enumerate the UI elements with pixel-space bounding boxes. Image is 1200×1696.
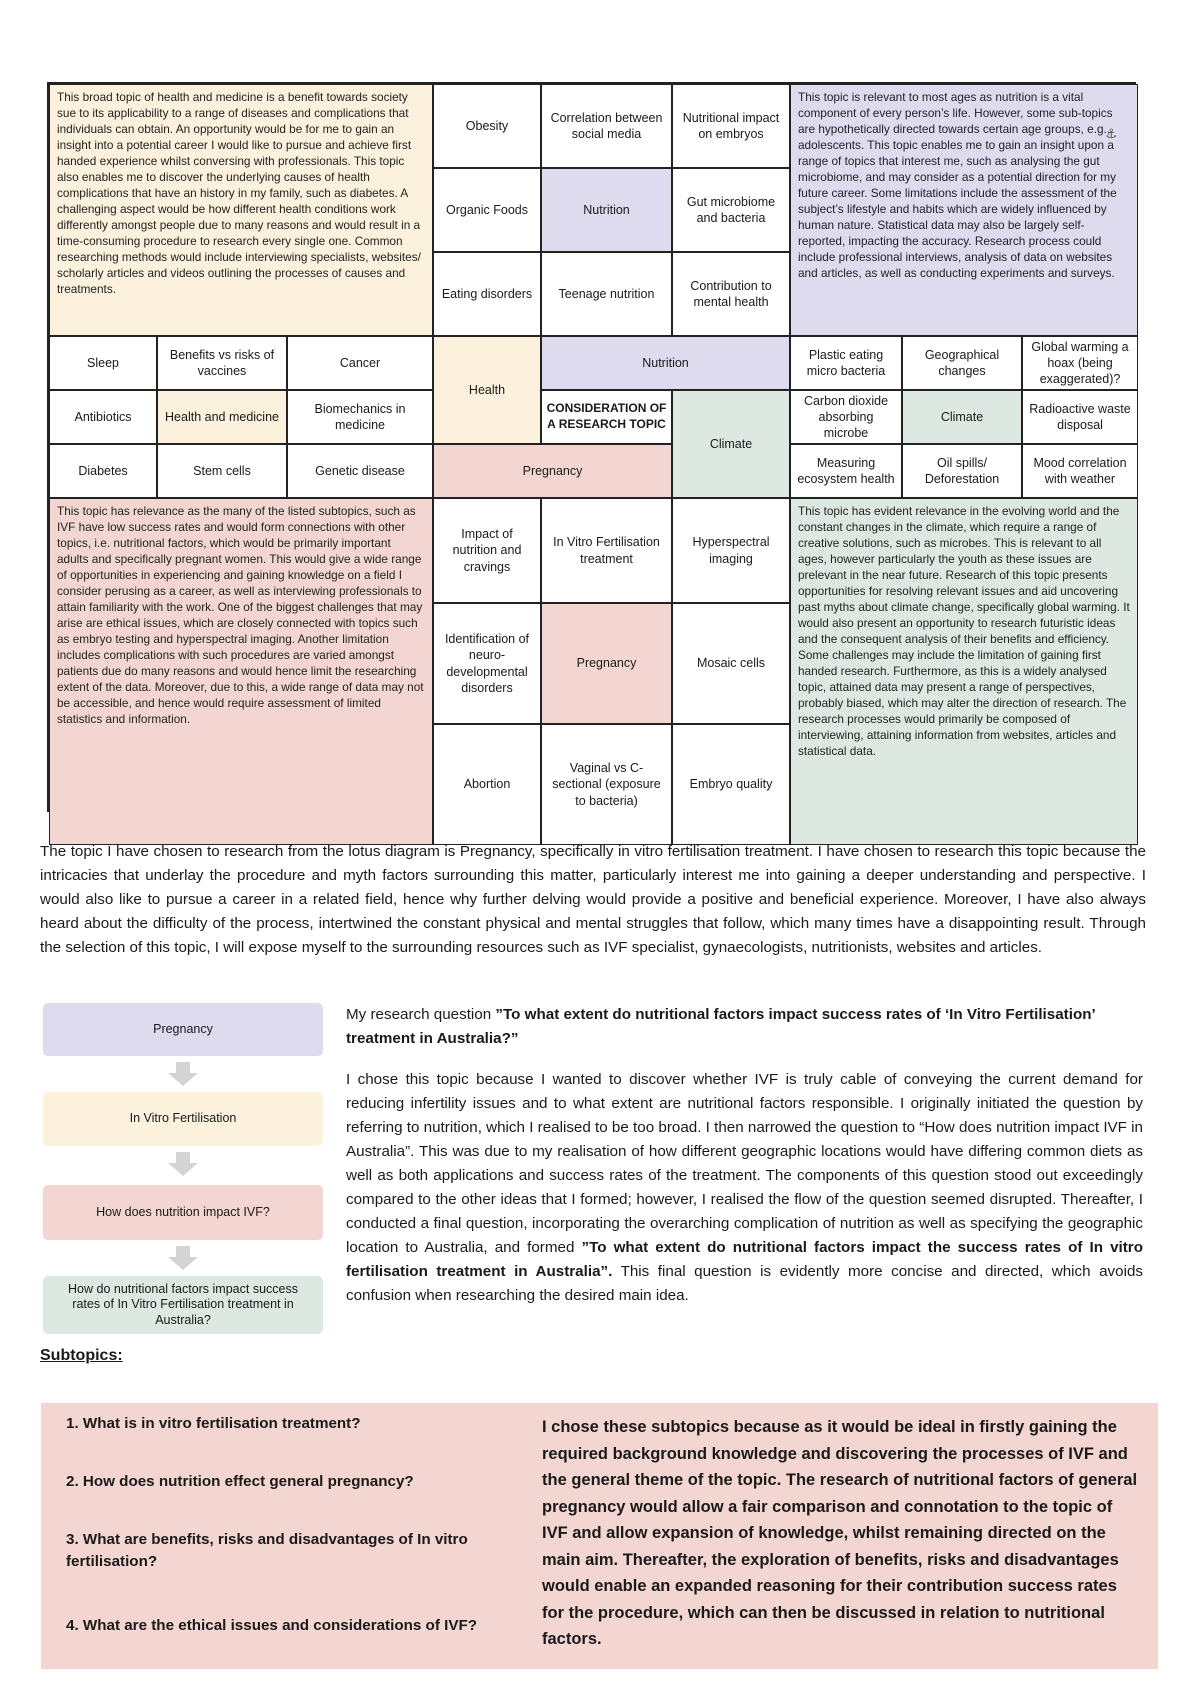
lotus-cell: Abortion — [433, 724, 541, 845]
down-arrow-icon — [167, 1152, 199, 1176]
down-arrow-icon — [167, 1062, 199, 1086]
center-pregnancy: Pregnancy — [433, 444, 672, 498]
flow-step-ivf: In Vitro Fertilisation — [43, 1092, 323, 1146]
lotus-cell: Geographical changes — [902, 336, 1022, 390]
lotus-cell: Cancer — [287, 336, 433, 390]
lotus-cell: Global warming a hoax (being exaggerated)? — [1022, 336, 1138, 390]
lotus-center-cell: Climate — [902, 390, 1022, 444]
subtopic-item: 3. What are benefits, risks and disadvantages of In vitro fertilisation? — [66, 1531, 468, 1570]
lotus-cell: Mood correlation with weather — [1022, 444, 1138, 498]
rationale-bold-question: ”To what extent do nutritional factors impact the success rates of In vitro fertilisation treatment in Australia”. — [346, 1239, 1143, 1280]
lotus-cell: Hyperspectral imaging — [672, 498, 790, 603]
rationale-part1: I chose this topic because I wanted to discover whether IVF is truly cable of conveying the current demand for reducing infertility issues and to what extent are nutritional factors responsible. I originally initiated the question by referring to nutrition, which I realised to be too broad. I then narrowed the question to “How does nutrition impact IVF in Australia”. This was due to my realisation of how different geographic locations would have differing common diets as well as both applications and success rates of the treatment. The components of this question stood out exceedingly compared to the other ideas that I formed; however, I realised the flow of the question seemed disrupted. Thereafter, I conducted a final question, incorporating the overarching complication of nutrition as well as specifying the geographic location to Australia, and formed — [346, 1071, 1143, 1256]
lotus-cell: Eating disorders — [433, 252, 541, 336]
pregnancy-description: This topic has relevance as the many of the listed subtopics, such as IVF have low success rates and would form connections with other topics, i.e. nutritional factors, which would be primarily important adults and specifically pregnant women. This would give a wide range of opportunities in experiencing and gaining knowledge on a field I consider perusing as a career, as well as interviewing professionals to attain familiarity with the work. One of the biggest challenges that may arise are ethical issues, which are closely connected with topics such as embryo testing and hyperspectral imaging. Another limitation includes complications with such procedures are varied amongst patients due do many reasons and would hence limit the researching extent of the data. Moreover, due to this, a wide range of data may not be accessible, and hence would require assessment of limited statistics and information. — [49, 498, 433, 845]
lotus-cell: Mosaic cells — [672, 603, 790, 724]
lotus-cell: Diabetes — [49, 444, 157, 498]
lotus-cell: Teenage nutrition — [541, 252, 672, 336]
center-climate: Climate — [672, 390, 790, 498]
lotus-cell: Benefits vs risks of vaccines — [157, 336, 287, 390]
lotus-cell: Identification of neuro-developmental disorders — [433, 603, 541, 724]
subtopics-heading: Subtopics: — [40, 1347, 123, 1364]
lotus-cell: Gut microbiome and bacteria — [672, 168, 790, 252]
lotus-cell: Organic Foods — [433, 168, 541, 252]
lotus-cell: Embryo quality — [672, 724, 790, 845]
intro-paragraph: The topic I have chosen to research from the lotus diagram is Pregnancy, specifically in vitro fertilisation treatment. I have chosen to research this topic because the intricacies that underlay the procedure and myth factors surrounding this matter, particularly interest me into gaining a deeper understanding and perspective. I would also like to pursue a career in a related field, hence why further delving would provide a positive and beneficial experience. Moreover, I have also always heard about the difficulty of the process, intertwined the constant physical and mental struggles that follow, which many times have a disappointing result. Through the selection of this topic, I will expose myself to the surrounding resources such as IVF specialist, gynaecologists, nutritionists, websites and articles. — [40, 843, 1146, 956]
flow-step-final-question: How do nutritional factors impact success rates of In Vitro Fertilisation treatment in Australia? — [43, 1276, 323, 1334]
nutrition-description — [790, 84, 1138, 336]
lotus-center-cell: Pregnancy — [541, 603, 672, 724]
subtopic-item: 4. What are the ethical issues and considerations of IVF? — [66, 1617, 478, 1634]
lotus-cell: Radioactive waste disposal — [1022, 390, 1138, 444]
lotus-cell: Genetic disease — [287, 444, 433, 498]
lotus-cell: In Vitro Fertilisation treatment — [541, 498, 672, 603]
flow-step-nutrition-ivf: How does nutrition impact IVF? — [43, 1185, 323, 1240]
lotus-cell: Contribution to mental health — [672, 252, 790, 336]
lotus-cell: Measuring ecosystem health — [790, 444, 902, 498]
center-health: Health — [433, 336, 541, 444]
rationale-part2: This final question is evidently more concise and directed, which avoids confusion when researching the desired main idea. — [346, 1263, 1143, 1304]
lotus-cell: Carbon dioxide absorbing microbe — [790, 390, 902, 444]
anchor-icon: ⚓ — [1105, 126, 1117, 141]
flow-step-pregnancy: Pregnancy — [43, 1003, 323, 1056]
nutrition-description-text: This topic is relevant to most ages as nutrition is a vital component of every person’s life. However, some sub-topics are hypothetically directed towards certain age groups, e.g., adolescents. This topic enables me to gain an insight upon a range of topics that interest me, such as analysing the gut microbiome, and may consider as a potential direction for my future career. Some limitations include the assessment of the subject’s lifestyle and habits which are widely influenced by human nature. Statistical data may also be largely self-reported, impacting the accuracy. Research process could include professional interviews, analysis of data on websites and articles, as well as conducting experiments and surveys. — [798, 90, 1117, 281]
subtopic-item: 1. What is in vitro fertilisation treatment? — [66, 1415, 361, 1432]
lotus-cell: Stem cells — [157, 444, 287, 498]
health-grid — [49, 336, 433, 498]
lotus-cell: Nutritional impact on embryos — [672, 84, 790, 168]
research-question-lead: My research question — [346, 1006, 496, 1023]
lotus-cell: Impact of nutrition and cravings — [433, 498, 541, 603]
lotus-cell: Vaginal vs C-sectional (exposure to bacteria) — [541, 724, 672, 845]
rationale-paragraph — [346, 1068, 1143, 1308]
lotus-cell: Plastic eating micro bacteria — [790, 336, 902, 390]
down-arrow-icon — [167, 1246, 199, 1270]
health-description: This broad topic of health and medicine is a benefit towards society sue to its applicability to a range of diseases and complications that individuals can obtain. An opportunity would be for me to gain an insight into a potential career I would like to pursue and achieve first handed experience whilst conversing with professionals. This topic also enables me to discover the underlying causes of health complications that have an history in my family, such as diabetes. A challenging aspect would be how different health conditions work differently amongst people due to many reasons and would result in a time-consuming procedure to research every single one. Common researching methods would include interviewing specialists, websites/ scholarly articles and videos outlining the processes of causes and treatments. — [49, 84, 433, 336]
lotus-center-cell: Health and medicine — [157, 390, 287, 444]
research-question-text: ”To what extent do nutritional factors impact success rates of ‘In Vitro Fertilisation’ treatment in Australia?” — [346, 1006, 1095, 1047]
lotus-cell: Sleep — [49, 336, 157, 390]
lotus-cell: Correlation between social media — [541, 84, 672, 168]
subtopics-reason: I chose these subtopics because as it would be ideal in firstly gaining the required background knowledge and discovering the processes of IVF and the general theme of the topic. The research of nutritional factors of general pregnancy would allow a fair comparison and connotation to the topic of IVF and allow expansion of knowledge, whilst remaining directed on the main aim. Thereafter, the exploration of benefits, risks and disadvantages would enable an expanded reasoning for their contribution success rates for the procedure, which can then be discussed in relation to nutritional factors. — [542, 1418, 1138, 1648]
center-core-topic: CONSIDERATION OF A RESEARCH TOPIC — [541, 390, 672, 444]
lotus-cell: Antibiotics — [49, 390, 157, 444]
lotus-cell: Biomechanics in medicine — [287, 390, 433, 444]
lotus-cell: Obesity — [433, 84, 541, 168]
research-question — [346, 1003, 1143, 1051]
subtopic-item: 2. How does nutrition effect general pregnancy? — [66, 1473, 414, 1490]
lotus-diagram — [47, 82, 1136, 812]
lotus-cell: Oil spills/ Deforestation — [902, 444, 1022, 498]
climate-description: This topic has evident relevance in the evolving world and the constant changes in the climate, which require a range of creative solutions, such as microbes. This is relevant to all ages, however particularly the youth as these issues are prelevant in the near future. Research of this topic presents opportunities for resolving relevant issues and aid uncovering past myths about climate change, specifically global warming. It would also present an opportunity to research futuristic ideas and the consequent analysis of their benefits and efficiency. Some challenges may include the limitation of gaining first handed research. Furthermore, as this is a widely analysed topic, attained data may present a range of perspectives, probably biased, which may alter the direction of research. The research processes would primarily be composed of interviewing, attaining information from websites, articles and statistical data. — [790, 498, 1138, 845]
center-nutrition: Nutrition — [541, 336, 790, 390]
lotus-center-cell: Nutrition — [541, 168, 672, 252]
